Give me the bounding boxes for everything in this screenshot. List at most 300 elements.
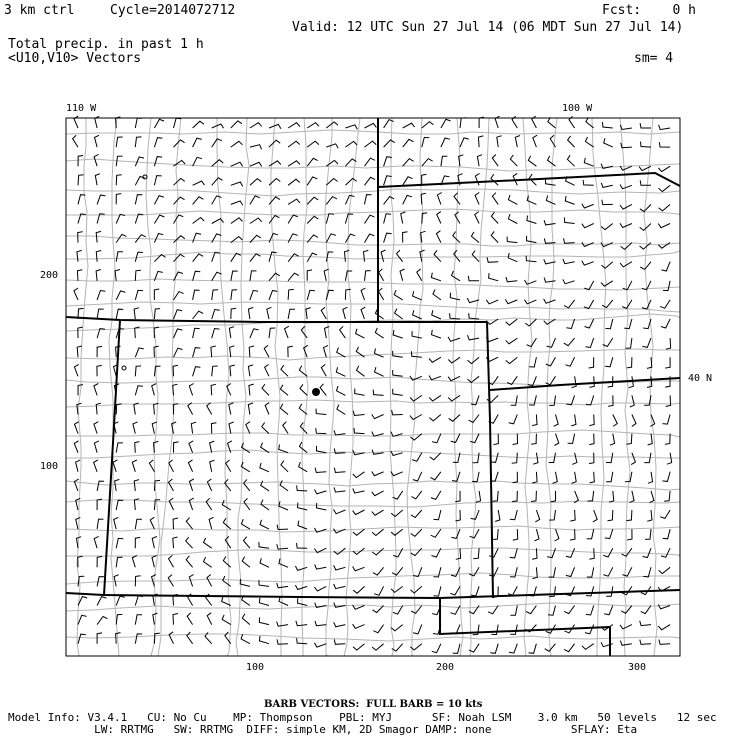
- county-line: [236, 118, 249, 656]
- wind-barb: [586, 606, 594, 616]
- wind-barb: [441, 156, 448, 166]
- wind-barb: [606, 453, 613, 463]
- wind-barb: [315, 564, 327, 569]
- wind-barb: [642, 300, 651, 309]
- wind-barb: [306, 308, 311, 319]
- wind-barb: [231, 271, 238, 281]
- wind-barb: [608, 510, 613, 521]
- wind-barb: [135, 195, 142, 205]
- wind-barb: [188, 460, 192, 472]
- wind-barb: [509, 644, 517, 653]
- wind-barb: [186, 556, 192, 568]
- wind-barb: [605, 529, 613, 539]
- wind-barb: [547, 338, 556, 347]
- wind-barb: [512, 491, 517, 502]
- wind-barb: [334, 430, 345, 435]
- wind-barb: [372, 644, 384, 651]
- wind-barb: [372, 548, 383, 555]
- wind-barb: [116, 500, 123, 510]
- wind-barb: [265, 364, 269, 376]
- wind-barb: [512, 453, 518, 464]
- wind-barb: [622, 548, 632, 556]
- wind-barb: [116, 214, 125, 223]
- wind-barb: [343, 307, 348, 319]
- wind-barb: [410, 395, 422, 401]
- wind-barb: [403, 232, 408, 243]
- wind-barb: [604, 606, 613, 615]
- county-line: [66, 159, 680, 171]
- wind-barb: [174, 236, 185, 243]
- wind-barb: [97, 617, 107, 625]
- wind-barb: [584, 300, 594, 309]
- wind-barb: [334, 639, 345, 644]
- wind-barb: [193, 254, 204, 262]
- wind-barb: [603, 567, 612, 576]
- wind-barb: [495, 510, 500, 522]
- wind-barb: [582, 261, 594, 265]
- wind-barb: [210, 460, 215, 472]
- wind-barb: [248, 403, 253, 415]
- wind-barb: [301, 326, 307, 338]
- wind-barb: [658, 224, 670, 228]
- wind-barb: [314, 528, 326, 532]
- wind-barb: [353, 624, 365, 628]
- wind-barb: [586, 395, 594, 405]
- wind-barb: [548, 156, 556, 166]
- wind-barb: [353, 567, 365, 571]
- wind-barb: [154, 176, 161, 186]
- wind-barb: [613, 415, 618, 427]
- wind-barb: [307, 197, 318, 204]
- wind-barb: [307, 177, 317, 185]
- wind-barb: [135, 519, 142, 529]
- wind-barb: [509, 415, 518, 424]
- wind-barb: [361, 307, 365, 319]
- wind-barb: [565, 357, 574, 366]
- wind-barb: [154, 309, 160, 319]
- wind-barb: [508, 586, 517, 595]
- wind-barb: [345, 178, 356, 185]
- wind-barb: [174, 178, 185, 185]
- wind-barb: [526, 606, 536, 614]
- wind-barb: [280, 385, 288, 396]
- wind-barb: [475, 193, 479, 205]
- wind-barb: [74, 479, 78, 491]
- wind-barb: [601, 642, 613, 646]
- wind-barb: [207, 479, 211, 491]
- wind-barb: [589, 434, 594, 445]
- y-tick-100: 100: [40, 461, 59, 472]
- wind-barb: [468, 376, 480, 382]
- wind-barb: [353, 529, 365, 535]
- wind-barb: [620, 625, 632, 629]
- wind-barb: [229, 403, 234, 415]
- wind-barb: [434, 510, 441, 520]
- wind-barb: [565, 196, 574, 204]
- wind-barb: [357, 366, 365, 376]
- wind-barb: [212, 124, 224, 128]
- wind-barb: [259, 617, 269, 624]
- state-boundaries: [66, 118, 680, 656]
- wind-barb: [431, 529, 441, 537]
- header-fcst: Fcst: 0 h: [602, 3, 696, 18]
- wind-barb: [422, 122, 434, 128]
- wind-barb: [489, 567, 498, 576]
- wind-barb: [279, 597, 288, 606]
- wind-barb: [486, 300, 498, 304]
- wind-barb: [336, 367, 345, 376]
- wind-barb: [411, 510, 422, 518]
- wind-barb: [277, 525, 288, 530]
- wind-barb: [134, 480, 139, 491]
- wind-barb: [551, 491, 556, 502]
- wind-barb: [664, 491, 670, 501]
- wind-barb: [97, 365, 102, 376]
- wind-barb: [260, 520, 269, 529]
- wind-barb: [403, 123, 415, 128]
- wind-barb: [297, 543, 308, 548]
- wind-barb: [250, 329, 259, 338]
- wind-barb: [471, 232, 479, 243]
- wind-barb: [441, 138, 450, 147]
- wind-barb: [571, 415, 576, 426]
- wind-barb: [531, 434, 536, 445]
- wind-barb: [250, 254, 261, 262]
- wind-barb: [534, 529, 539, 541]
- wind-barb: [471, 586, 479, 596]
- wind-barb: [116, 538, 123, 548]
- wind-barb: [150, 517, 154, 529]
- wind-barb: [135, 270, 141, 281]
- wind-barb: [432, 644, 441, 653]
- wind-barb: [451, 529, 460, 538]
- state-line-ks-co: [487, 322, 493, 598]
- wind-barb: [115, 270, 120, 281]
- wind-barb: [193, 271, 201, 281]
- wind-barb: [642, 338, 651, 347]
- x-tick-100: 100: [246, 662, 265, 673]
- wind-barb: [241, 519, 250, 529]
- wind-barb: [249, 384, 254, 395]
- wind-barb: [403, 139, 414, 147]
- wind-barb: [372, 491, 384, 496]
- wind-barb: [231, 121, 242, 128]
- wind-barb: [244, 537, 250, 549]
- wind-barb: [269, 140, 280, 147]
- wind-barb: [662, 472, 670, 482]
- wind-barb: [134, 308, 139, 319]
- wind-barb: [315, 490, 327, 494]
- wind-barb: [116, 557, 122, 567]
- wind-barb: [264, 345, 269, 357]
- wind-barb: [630, 395, 635, 407]
- wind-barb: [450, 313, 460, 319]
- wind-barb: [417, 269, 422, 281]
- county-line: [66, 526, 680, 532]
- wind-barb: [135, 137, 141, 147]
- wind-barb: [475, 173, 479, 185]
- wind-barb: [623, 281, 632, 290]
- wind-barb: [433, 290, 441, 300]
- wind-barb: [412, 453, 422, 462]
- wind-barb: [627, 529, 632, 540]
- wind-barb: [601, 164, 613, 169]
- wind-barb: [640, 640, 651, 645]
- wind-barb: [649, 491, 654, 503]
- wind-barb: [206, 498, 212, 510]
- wind-barb: [94, 384, 98, 396]
- wind-barb: [476, 491, 481, 503]
- wind-barb: [135, 596, 143, 606]
- wind-barb: [410, 586, 421, 593]
- wind-barb: [326, 144, 338, 148]
- wind-barb: [393, 389, 403, 396]
- county-line: [453, 118, 463, 656]
- wind-barb: [490, 644, 498, 654]
- wind-barb: [193, 157, 202, 166]
- wind-barb: [345, 234, 355, 243]
- wind-barb: [267, 307, 272, 319]
- wind-barb: [659, 204, 671, 211]
- wind-barb: [372, 472, 384, 476]
- wind-barb: [324, 345, 329, 357]
- wind-barb: [448, 395, 460, 401]
- wind-barb: [641, 606, 651, 614]
- wind-barb: [97, 519, 103, 529]
- wind-barb: [204, 538, 212, 548]
- y-tick-200: 200: [40, 270, 59, 281]
- wind-barb: [288, 161, 300, 166]
- wind-barb: [356, 329, 365, 338]
- wind-barb: [434, 586, 441, 596]
- county-line: [66, 349, 680, 360]
- wind-barb: [307, 123, 319, 128]
- wind-barb: [491, 212, 498, 223]
- wind-barb: [193, 233, 201, 242]
- wind-barb: [94, 422, 98, 434]
- state-line-nm-co: [66, 590, 680, 598]
- county-line: [77, 118, 88, 656]
- wind-barb: [326, 160, 338, 166]
- lat-label-40n: 40 N: [688, 373, 713, 384]
- wind-barb: [583, 180, 594, 185]
- wind-barb: [193, 367, 201, 377]
- wind-barb: [154, 441, 159, 452]
- wind-barb: [229, 327, 234, 338]
- wind-barb: [307, 290, 315, 300]
- wind-barb: [472, 251, 479, 262]
- wind-barb: [365, 141, 377, 147]
- wind-barb: [647, 510, 652, 521]
- wind-barb: [437, 193, 441, 205]
- wind-barb: [548, 117, 556, 128]
- wind-barb: [527, 216, 537, 224]
- wind-barb: [549, 395, 555, 405]
- wind-barb: [553, 472, 558, 484]
- wind-barb: [334, 565, 346, 570]
- barb-vectors-note: BARB VECTORS: FULL BARB = 10 kts: [264, 699, 483, 710]
- wind-barb: [135, 290, 143, 300]
- wind-barb: [620, 185, 632, 189]
- wind-barb: [96, 251, 101, 262]
- wind-barb: [78, 615, 87, 624]
- wind-barb: [193, 328, 200, 338]
- wind-barb: [589, 453, 594, 464]
- wind-barb: [432, 330, 441, 338]
- wind-barb: [135, 442, 140, 453]
- wind-barb: [307, 253, 317, 262]
- wind-barb: [231, 308, 236, 319]
- wind-barb: [260, 558, 269, 567]
- wind-barbs: [73, 116, 672, 653]
- wind-barb: [345, 125, 357, 129]
- wind-barb: [450, 293, 460, 300]
- wind-barb: [429, 376, 441, 380]
- wind-barb: [658, 166, 670, 171]
- wind-barb: [94, 460, 98, 472]
- wind-barb: [113, 460, 117, 472]
- wind-barb: [116, 404, 122, 415]
- wind-barb: [279, 445, 288, 453]
- wind-barb: [260, 463, 269, 472]
- wind-barb: [400, 269, 405, 281]
- wind-barb: [281, 365, 288, 376]
- wind-barb: [544, 220, 555, 225]
- wind-barb: [135, 366, 141, 376]
- wind-barb: [114, 575, 119, 587]
- wind-barb: [413, 310, 422, 319]
- wind-barb: [469, 567, 479, 576]
- wind-barb: [632, 415, 636, 427]
- wind-barb: [413, 625, 422, 634]
- wind-barb: [250, 196, 260, 205]
- county-line: [546, 118, 557, 656]
- wind-barb: [510, 155, 517, 166]
- wind-barb: [391, 586, 403, 592]
- county-line: [66, 236, 680, 246]
- wind-barb: [391, 529, 403, 535]
- county-line: [158, 118, 181, 656]
- wind-barb: [364, 250, 369, 261]
- wind-barb: [392, 410, 403, 415]
- wind-barb: [114, 517, 119, 529]
- wind-barb: [421, 231, 426, 242]
- wind-barb: [658, 625, 670, 630]
- wind-barb: [631, 453, 635, 465]
- wind-barb: [660, 510, 670, 519]
- wind-barb: [249, 346, 254, 357]
- wind-barb: [77, 403, 82, 414]
- wind-barb: [590, 376, 595, 387]
- wind-barb: [76, 460, 81, 472]
- wind-barb: [563, 279, 575, 283]
- wind-barb: [452, 271, 461, 281]
- wind-barb: [149, 460, 154, 472]
- wind-barb: [154, 138, 162, 148]
- wind-barb: [307, 141, 319, 147]
- wind-barb: [392, 567, 403, 575]
- wind-barb: [77, 270, 82, 281]
- wind-barb: [169, 632, 173, 644]
- wind-barb: [174, 348, 183, 357]
- wind-barb: [193, 181, 205, 185]
- wind-barb: [430, 472, 441, 480]
- wind-barb: [477, 155, 482, 167]
- wind-barb: [277, 583, 288, 588]
- wind-barb: [74, 364, 78, 376]
- wind-barb: [630, 491, 635, 503]
- wind-barb: [568, 136, 575, 147]
- wind-barb: [450, 586, 460, 595]
- wind-barb: [97, 309, 104, 319]
- station-marker-small: [122, 366, 126, 370]
- wind-barb: [298, 503, 308, 510]
- wind-barb: [411, 529, 422, 536]
- wind-barb: [531, 491, 536, 502]
- wind-barb: [97, 597, 106, 606]
- wind-barb: [422, 137, 430, 147]
- wind-barb: [169, 555, 174, 567]
- wind-barb: [372, 529, 384, 535]
- wind-barb: [608, 395, 613, 406]
- wind-barb: [116, 596, 125, 605]
- wind-barb: [317, 503, 327, 510]
- wind-barb: [593, 510, 597, 522]
- wind-barb: [393, 330, 403, 338]
- wind-barb: [510, 606, 517, 616]
- wind-barb: [395, 309, 403, 319]
- wind-barb: [410, 415, 422, 420]
- wind-barb: [661, 262, 670, 271]
- wind-barb: [340, 326, 346, 338]
- wind-barb: [269, 252, 277, 262]
- wind-barb: [186, 537, 193, 548]
- wind-barb: [533, 135, 537, 147]
- wind-barb: [334, 584, 346, 589]
- wind-barb: [403, 159, 414, 167]
- wind-barb: [529, 395, 536, 405]
- wind-barb: [620, 641, 632, 646]
- wind-barb: [231, 201, 243, 205]
- wind-barb: [529, 357, 536, 367]
- wind-barb: [470, 434, 479, 443]
- wind-barb: [590, 472, 595, 483]
- wind-barb: [295, 585, 307, 589]
- wind-barb: [73, 135, 78, 147]
- wind-barb: [230, 365, 235, 376]
- wind-barb: [506, 357, 518, 363]
- wind-barb: [212, 290, 218, 300]
- header-run-label: 3 km ctrl: [4, 3, 75, 18]
- wind-barb: [288, 254, 299, 262]
- wind-barb: [241, 634, 250, 644]
- wind-barb: [334, 548, 346, 554]
- wind-barb: [525, 300, 537, 304]
- wind-barb: [601, 183, 613, 188]
- wind-barb: [248, 308, 253, 320]
- wind-barb: [658, 243, 670, 249]
- wind-barb: [506, 338, 518, 344]
- wind-barb: [391, 510, 403, 517]
- wind-barb: [506, 277, 517, 282]
- wind-barb: [640, 621, 651, 626]
- wind-barb: [627, 357, 632, 368]
- wind-barb: [497, 136, 502, 147]
- wind-barb: [277, 622, 289, 627]
- wind-barb: [441, 119, 451, 128]
- wind-barb: [97, 346, 102, 357]
- wind-barb: [453, 644, 460, 654]
